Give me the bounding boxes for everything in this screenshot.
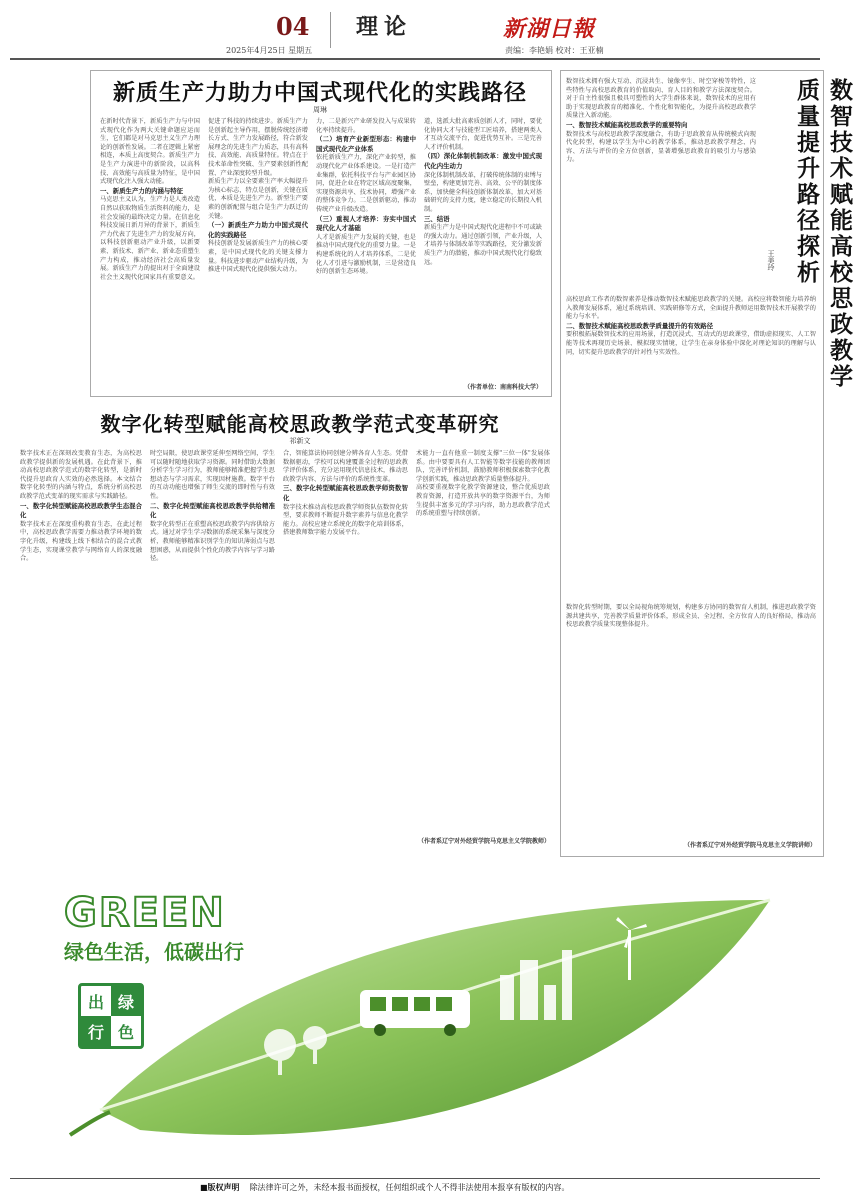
article-1-column-1	[100, 118, 200, 390]
paragraph: 要积极拓展数智技术的应用场景，打造沉浸式、互动式的思政课堂，借助虚拟现实、人工智能等技术再现历史场景、模拟现实情境，让学生在亲身体验中深化对理论知识的理解与认同，切实提升思政教学的针对性与实效性。	[566, 331, 816, 356]
article-1-title: 新质生产力助力中国式现代化的实践路径	[112, 80, 527, 106]
article-2-column-3	[283, 450, 408, 850]
header-rule	[10, 58, 820, 60]
article-2-title: 数字化转型赋能高校思政教学范式变革研究	[100, 412, 500, 436]
article-3-column-1	[566, 78, 756, 288]
article-3-title: 数智技术赋能高校思政教学质量提升路径探析	[793, 78, 853, 390]
leaf-stem	[70, 1112, 110, 1135]
paragraph: 时空局限，使思政课堂延伸至网络空间，学生可以随时随地获取学习资源。同时借助大数据分析学生学习行为，教师能够精准把握学生思想动态与学习需求，实现因材施教。数字平台的互动功能也增强了师生交流的即时性与有效性。	[150, 450, 275, 500]
article-2-column-1	[20, 450, 142, 850]
paragraph: 数智化转型时期，要以全局视角统筹规划，构建多方协同的数智育人机制，推进思政教学资源共建共享，完善教学质量评价体系，形成全员、全过程、全方位育人的良好格局，推动高校思政教学质量实现整体提升。	[566, 604, 816, 629]
article-1-column-4	[424, 118, 542, 380]
article-2-column-2	[150, 450, 275, 850]
article-2-column-4	[416, 450, 550, 835]
paragraph: 马克思主义认为，生产力是人类改造自然以获取物质生活资料的能力，是社会发展的最终决定力量。在信息化科技发展日新月异的背景下，新质生产力代表了先进生产力的发展方向，以科技创新驱动产业升级，以新要素、新技术、新产业、新业态重塑生产力构成，推动经济社会高质量发展。新质生产力的提出对于全面建设社会主义现代化国家具有重要意义。	[100, 196, 200, 281]
subheading: 二、数智技术赋能高校思政教学质量提升的有效路径	[566, 321, 713, 330]
newspaper-logo: 新湖日報	[503, 16, 596, 42]
subheading: （四）深化体制机制改革：激发中国式现代化内生动力	[424, 152, 542, 170]
paragraph: 力，二是新兴产业研发投入与成果转化率持续提升。	[316, 118, 416, 134]
editor-credit: 责编：李艳娟 校对：王亚楠	[505, 46, 604, 55]
paragraph: 合，智能算法协同创建分辨各育人生态。凭借数据驱动，学校可以构建覆盖全过程的思政教学评价体系，充分运用现代信息技术，推动思政教学内容、方法与评价的系统性变革。	[283, 450, 408, 483]
footer-rule	[10, 1178, 820, 1179]
subheading: 一、数字化转型赋能高校思政教学生态混合化	[20, 501, 142, 520]
seal-char: 绿	[111, 986, 141, 1016]
paragraph: 高校要重视数字化教学资源建设，整合优质思政教育资源，打造开放共享的数字资源平台，为师生提供丰富多元的学习内容，助力思政教学范式的系统重塑与持续创新。	[416, 484, 550, 518]
copyright-text: 除法律许可之外，未经本报书面授权，任何组织或个人不得非法使用本报享有版权的内容。	[249, 1183, 570, 1192]
article-1-author: 周琳	[313, 106, 327, 114]
header-divider	[330, 12, 331, 48]
paragraph: 新质生产力是中国式现代化进程中不可或缺的强大动力。通过创新引领，产业升级，人才培养与体制改革等实践路径，充分激发新质生产力的潜能，推动中国式现代化行稳致远。	[424, 224, 542, 266]
article-1-column-2	[208, 118, 308, 390]
article-1-signature: （作者单位：南南科技大学）	[463, 384, 542, 391]
seal-char: 色	[117, 1022, 134, 1042]
paragraph: 术能力一直有他重一制度支撑"三位一体"发展体系。由中要要具有人工智能等数字技能的教师团队，完善评价机制，鼓励教师积极探索数字化教学创新实践，推动思政教学质量整体提升。	[416, 450, 550, 483]
paragraph: 新质生产力以全要素生产率大幅提升为核心标志，特点是创新，关键在质优，本质是先进生产力。新型生产要素的创新配置与组合是生产力跃迁的关键。	[208, 178, 308, 220]
ad-title: GREEN	[64, 890, 226, 936]
seal-char: 出	[87, 992, 104, 1012]
paragraph: 依托新质生产力，深化产业转型，推动现代化产业体系建设。一是打造产业集群，依托科技平台与产业园区协同，促进企业在特定区域高度聚集，实现资源共享、技术协同，增强产业的整体竞争力。二是创新驱动，推动传统产业升级改造。	[316, 154, 416, 213]
paragraph: 道，选派大批高素质创新人才，同时，要优化协同大才与技能型工匠培养，搭建两类人才互动交流平台，促进优势互补。三是完善人才评价机制。	[424, 118, 542, 151]
article-1-column-3	[316, 118, 416, 390]
article-3-signature: （作者系辽宁对外经贸学院马克思主义学院讲师）	[683, 842, 816, 849]
issue-date: 2025年4月25日 星期五	[226, 46, 313, 55]
subheading: 三、结语	[424, 214, 450, 223]
copyright-notice	[200, 1182, 570, 1193]
page-number: 04	[276, 12, 310, 41]
paragraph: 数字技术推动高校思政教学师资队伍数智化转型，要求教师不断提升数字素养与信息化教学能力。高校应建立系统化的数字化培训体系，搭建教师数字能力发展平台。	[283, 503, 408, 537]
paragraph: 数字技术正在深刻改变教育生态，为高校思政教学提供新的发展机遇。在此背景下，推动高校思政教学范式的数字化转型，是新时代提升思政育人实效的必然选择。本文结合数字化转型的内涵与特点，系统分析高校思政教学范式变革的现实需求与实践路径。	[20, 450, 142, 500]
subheading: （二）培育产业新型形态：构建中国式现代化产业体系	[316, 135, 416, 153]
paragraph: 数智技术拥有强大互动、沉浸共生、镜像孪生、时空穿梭等特性，这些特性与高校思政教育的价值取向、育人目的和教学方法深度契合。对于自主性很强且极具可塑性的大学生群体来说，数智技术的应用有助于实现思政教育的精准化、个性化和智能化，为提升高校思政教学质量注入新动能。	[566, 78, 756, 120]
subheading: 三、数字化转型赋能高校思政教学师资数智化	[283, 484, 408, 502]
ad-seal	[78, 983, 144, 1049]
article-3-column-3	[566, 604, 816, 834]
article-2-signature: （作者系辽宁对外经贸学院马克思主义学院教师）	[417, 838, 550, 845]
subheading: 二、数字化转型赋能高校思政教学供给精准化	[150, 501, 275, 520]
paragraph: 数字技术正在深度重构教育生态，在此过程中，高校思政教学需要力推动教学环境的数字化升级，构建线上线下相结合的混合式教学生态，实现课堂教学与网络育人的深度融合。	[20, 520, 142, 563]
subheading: （三）重视人才培养：夯实中国式现代化人才基础	[316, 214, 416, 233]
subheading: 一、新质生产力的内涵与特征	[100, 186, 184, 195]
paragraph: 高校思政工作者的数智素养是推动数智技术赋能思政教学的关键。高校应将数智能力培养纳入教师发展体系，通过系统培训、实践研修等方式，全面提升教师运用数智技术开展教学的能力与水平。	[566, 296, 816, 321]
subheading: （一）新质生产力助力中国式现代化的实践路径	[208, 221, 308, 239]
paragraph: 数字化转型正在重塑高校思政教学内容供给方式。通过对学生学习数据的系统采集与深度分析，教师能够精准识别学生的知识薄弱点与思想困惑，从而提供个性化的教学内容与学习路径。	[150, 520, 275, 563]
copyright-label: ■版权声明	[200, 1182, 240, 1192]
paragraph: 数智技术与高校思政教学深度融合，有助于思政教育从传统模式向现代化转型，构建以学生为中心的教学体系，推动思政教学理念、内容、方法与评价的全方位创新，显著增强思政教育的吸引力与感染力。	[566, 130, 756, 164]
section-title: 理论	[356, 14, 413, 40]
article-3-author: 王美玲	[767, 250, 775, 271]
seal-char: 行	[81, 1016, 111, 1046]
article-2-author: 祁新文	[289, 437, 311, 445]
paragraph: 人才是新质生产力发展的关键，也是推动中国式现代化的重要力量。一是构建系统化的人才培养体系，二是优化人才引进与激励机制，三是营造良好的创新生态环境。	[316, 233, 416, 276]
paragraph: 促进了科技的持续进步。新质生产力是创新起主导作用，摆脱传统经济增长方式、生产力发展路径，符合新发展理念的先进生产力质态，具有高科技、高效能、高质量特征。特点在于技术革命性突破、生产要素创新性配置、产业深度转型升级。	[208, 118, 308, 177]
subheading: 一、数智技术赋能高校思政教学的重要特向	[566, 120, 688, 129]
paragraph: 科技创新是发展新质生产力的核心要素，是中国式现代化的关键支撑力量。科技进步驱动产业结构升级，为推进中国式现代化提供强大动力。	[208, 240, 308, 274]
ad-slogan: 绿色生活，低碳出行	[64, 940, 244, 964]
article-3-column-2	[566, 296, 816, 596]
paragraph: 在新时代背景下，新质生产力与中国式现代化作为两大关键命题应运而生，它们都是对马克思主义生产力理论的创新性发展。二者在逻辑上紧密相连，本质上高度契合。新质生产力是生产力演进中的新阶段，以高科技、高效能与高质量为特征，是中国式现代化注入强大动能。	[100, 118, 200, 186]
paragraph: 深化体制机制改革，打破传统体制的束缚与壁垒，构建更加完善、高效、公平的制度体系，加快健全科技创新体制改革，加大对基础研究的支持力度，建立稳定的长期投入机制。	[424, 171, 542, 213]
